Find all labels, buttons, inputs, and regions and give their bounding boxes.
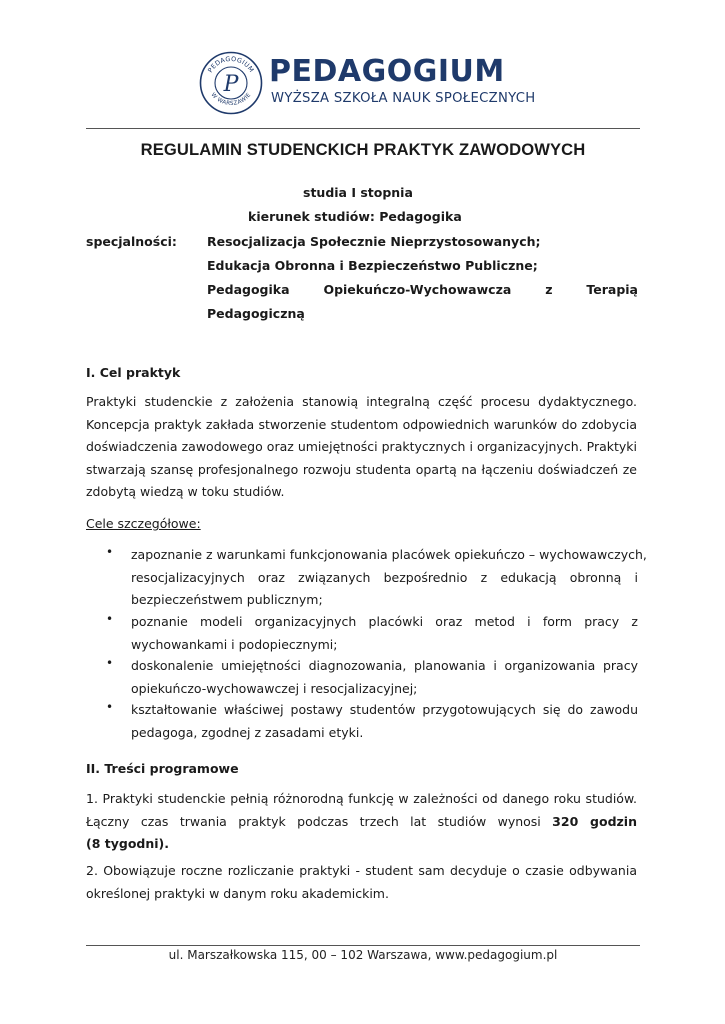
svg-text:PEDAGOGIUM: PEDAGOGIUM (206, 54, 256, 75)
specialization-3: Pedagogika Opiekuńczo-Wychowawcza z Terapią (207, 282, 638, 297)
svg-text:W WARSZAWIE: W WARSZAWIE (209, 92, 253, 108)
specialization-1: Resocjalizacja Społecznie Nieprzystosowanych; (207, 234, 541, 249)
brand-subtitle: WYŻSZA SZKOŁA NAUK SPOŁECZNYCH (271, 91, 536, 106)
section-2-paragraph-2 (86, 860, 637, 905)
weeks-total: (8 tygodni). (86, 836, 170, 852)
specialization-2: Edukacja Obronna i Bezpieczeństwo Publiczne; (207, 258, 538, 273)
paragraph-line: doświadczenia zawodowego oraz umiejętności praktycznych i organizacyjnych. Praktyki (86, 439, 637, 455)
document-title: REGULAMIN STUDENCKICH PRAKTYK ZAWODOWYCH (140, 140, 586, 159)
specialization-3-cont: Pedagogiczną (207, 306, 305, 321)
footer-divider (86, 945, 640, 946)
goal-item-2 (131, 611, 638, 656)
paragraph-text: Łączny czas trwania praktyk podczas trzech lat studiów wynosi (86, 813, 553, 829)
paragraph-line (86, 833, 637, 856)
goal-line: pedagoga, zgodnej z zasadami etyki. (131, 724, 364, 740)
bullet-icon: • (106, 656, 114, 670)
goal-line: kształtowanie właściwej postawy studentów przygotowujących się do zawodu (131, 702, 638, 717)
study-field: kierunek studiów: Pedagogika (248, 209, 462, 224)
goals-label: Cele szczegółowe: (86, 516, 201, 531)
goal-line: doskonalenie umiejętności diagnozowania, planowania i organizowania pracy (131, 658, 638, 673)
paragraph-line: zdobytą wiedzą w toku studiów. (86, 484, 285, 500)
bullet-icon: • (106, 700, 114, 714)
paragraph-line: Praktyki studenckie z założenia stanowią integralną część procesu dydaktycznego. (86, 394, 637, 409)
goal-item-1 (131, 544, 647, 612)
goal-item-4 (131, 699, 638, 744)
paragraph-line: stwarzają szansę profesjonalnego rozwoju studenta opartą na łączeniu doświadczeń ze (86, 461, 637, 477)
svg-text:P: P (223, 72, 239, 97)
paragraph-line: 1. Praktyki studenckie pełnią różnorodną funkcję w zależności od danego roku studiów. (86, 791, 637, 806)
paragraph-line: określonej praktyki w danym roku akademickim. (86, 885, 389, 901)
goal-line: bezpieczeństwem publicznym; (131, 592, 323, 608)
brand-name: PEDAGOGIUM (269, 54, 505, 89)
goal-line: wychowankami i podopiecznymi; (131, 636, 338, 652)
goal-line: poznanie modeli organizacyjnych placówki oraz metod i form pracy z (131, 614, 638, 629)
header-logo (199, 51, 536, 117)
section-1-paragraph (86, 391, 637, 504)
specializations-label: specjalności: (86, 234, 177, 249)
goal-line: zapoznanie z warunkami funkcjonowania placówek opiekuńczo – wychowawczych, (131, 547, 647, 562)
goal-line: opiekuńczo-wychowawczej i resocjalizacyjnej; (131, 680, 418, 696)
goal-line: resocjalizacyjnych oraz związanych bezpośrednio z edukacją obronną i (131, 569, 638, 585)
study-level: studia I stopnia (303, 185, 413, 200)
section-2-heading: II. Treści programowe (86, 761, 239, 776)
paragraph-line: 2. Obowiązuje roczne rozliczanie praktyki - student sam decyduje o czasie odbywania (86, 863, 637, 878)
footer-address: ul. Marszałkowska 115, 00 – 102 Warszawa, www.pedagogium.pl (168, 948, 558, 962)
bullet-icon: • (106, 545, 114, 559)
hours-total: 320 godzin (552, 813, 637, 829)
header-divider (86, 128, 640, 129)
paragraph-line: Koncepcja praktyk zakłada stworzenie studentom odpowiednich warunków do zdobycia (86, 416, 637, 432)
goal-item-3 (131, 655, 638, 700)
bullet-icon: • (106, 612, 114, 626)
university-seal-icon (199, 51, 263, 115)
section-2-paragraph-1 (86, 788, 637, 856)
paragraph-line (86, 811, 637, 834)
section-1-heading: I. Cel praktyk (86, 365, 181, 380)
